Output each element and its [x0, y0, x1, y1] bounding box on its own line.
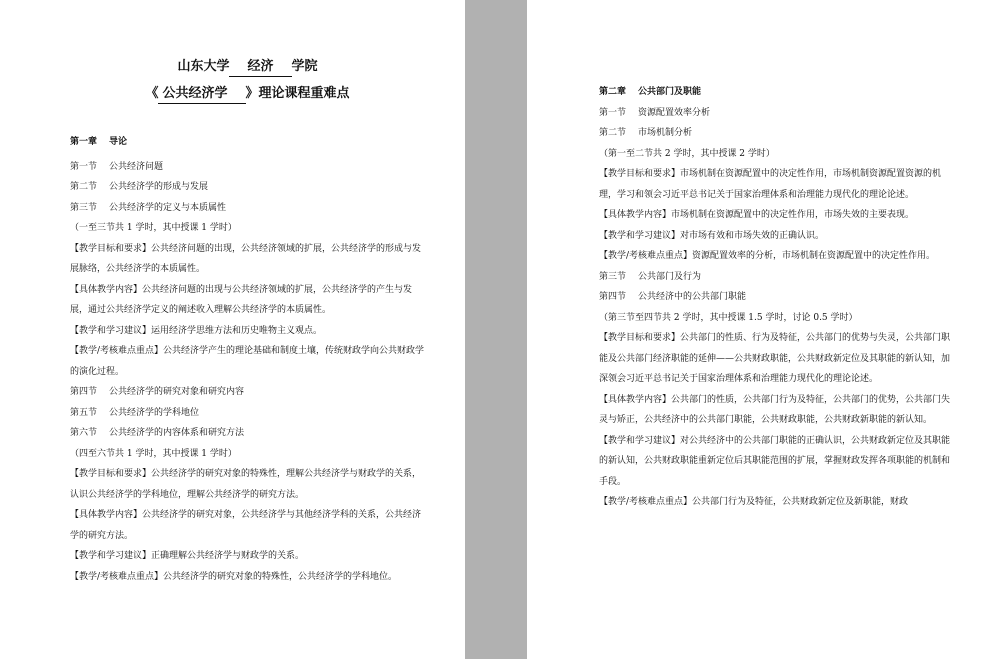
body-paragraph: 【教学和学习建议】运用经济学思维方法和历史唯物主义观点。: [70, 325, 323, 336]
body-paragraph: 【教学/考核难点重点】公共经济学产生的理论基础和制度土壤，传统财政学向公共财政学的演化过程。: [70, 346, 425, 377]
section-number: 第二节: [599, 128, 627, 138]
body-paragraph: 【具体教学内容】公共部门的性质，公共部门行为及特征，公共部门的优势，公共部门失灵与矫正，公共经济中的公共部门职能，公共财政职能，公共财政新职能的新认知。: [599, 394, 951, 425]
section-heading: [70, 157, 425, 178]
body-paragraph: 【具体教学内容】公共经济问题的出现与公共经济领域的扩展，公共经济学的产生与发展，通过公共经济学定义的阐述收入理解公共经济学的本质属性。: [70, 284, 413, 315]
chapter-heading: 第一章 导论: [70, 137, 128, 147]
section-title: 资源配置效率分析: [638, 107, 711, 118]
section-number: 第三节: [70, 202, 98, 213]
left-content: [70, 157, 425, 588]
right-content: [599, 103, 950, 513]
body-paragraph: 【教学/考核难点重点】公共经济学的研究对象的特殊性，公共经济学的学科地位。: [70, 571, 398, 582]
section-number: 第四节: [70, 387, 98, 397]
section-number: 第三节: [599, 271, 627, 282]
open-bracket: 《: [145, 86, 159, 101]
section-number: 第四节: [599, 292, 627, 302]
section-title: 市场机制分析: [638, 128, 693, 138]
section-title: 公共经济学的研究对象和研究内容: [109, 387, 245, 397]
section-heading: [70, 177, 425, 198]
section-title: 公共经济中的公共部门职能: [638, 292, 747, 302]
section-heading: [599, 267, 950, 288]
body-paragraph: 【教学和学习建议】正确理解公共经济学与财政学的关系。: [70, 551, 305, 561]
document-page-left: [0, 0, 465, 659]
section-heading: [70, 382, 425, 403]
section-heading: [70, 198, 425, 219]
body-paragraph: （四至六节共 1 学时，其中授课 1 学时）: [70, 448, 237, 459]
section-title: 公共部门及行为: [638, 271, 702, 282]
body-paragraph: （第一至二节共 2 学时，其中授课 2 学时）: [599, 148, 775, 159]
section-number: 第二节: [70, 182, 98, 192]
body-paragraph: 【教学目标和要求】市场机制在资源配置中的决定性作用，市场机制资源配置资源的机理，学习和领会习近平总书记关于国家治理体系和治理能力现代化的理论论述。: [599, 169, 942, 200]
doc-title-line2: [70, 85, 425, 104]
body-paragraph: 【具体教学内容】市场机制在资源配置中的决定性作用，市场失效的主要表现。: [599, 210, 915, 220]
body-paragraph: 【教学/考核难点重点】公共部门行为及特征，公共财政新定位及新职能，财政: [599, 497, 909, 507]
section-title: 公共经济学的形成与发展: [109, 182, 209, 192]
title-suffix: 理论课程重难点: [258, 86, 350, 101]
body-paragraph: 【教学和学习建议】对公共经济中的公共部门职能的正确认识，公共财政新定位及其职能的新认知，公共财政职能重新定位后其职能范围的扩展，掌握财政发挥各项职能的机制和手段。: [599, 435, 951, 487]
section-number: 第六节: [70, 428, 98, 438]
college-suffix: 学院: [291, 59, 318, 74]
section-heading: [70, 403, 425, 424]
section-heading: [599, 103, 950, 124]
section-title: 公共经济学的定义与本质属性: [109, 202, 227, 213]
section-number: 第一节: [599, 107, 627, 118]
section-title: 公共经济学的内容体系和研究方法: [109, 428, 245, 438]
section-title: 公共经济问题: [109, 161, 164, 172]
course-name: 公共经济学: [158, 85, 245, 104]
section-heading: [70, 423, 425, 444]
section-number: 第一节: [70, 161, 98, 172]
body-paragraph: （一至三节共 1 学时，其中授课 1 学时）: [70, 223, 237, 233]
chapter-heading: 第二章 公共部门及职能: [599, 87, 702, 97]
body-paragraph: 【教学目标和要求】公共部门的性质、行为及特征，公共部门的优势与失灵，公共部门职能及公共部门经济职能的延伸——公共财政职能，公共财政新定位及其职能的新认知，加深领会习近平总书记关于国家治理体系和治理能力现代化的理论论述。: [599, 333, 951, 384]
body-paragraph: （第三节至四节共 2 学时，其中授课 1.5 学时，讨论 0.5 学时）: [599, 312, 858, 323]
close-bracket: 》: [245, 86, 259, 101]
section-number: 第五节: [70, 407, 98, 418]
body-paragraph: 【教学/考核难点重点】资源配置效率的分析，市场机制在资源配置中的决定性作用。: [599, 251, 936, 261]
body-paragraph: 【教学目标和要求】公共经济学的研究对象的特殊性，理解公共经济学与财政学的关系，认识公共经济学的学科地位，理解公共经济学的研究方法。: [70, 469, 422, 500]
university-name: 山东大学: [177, 59, 230, 74]
body-paragraph: 【具体教学内容】公共经济学的研究对象，公共经济学与其他经济学科的关系，公共经济学的研究方法。: [70, 510, 422, 541]
body-paragraph: 【教学和学习建议】对市场有效和市场失效的正确认识。: [599, 230, 825, 241]
doc-title-line1: [70, 58, 425, 77]
section-title: 公共经济学的学科地位: [109, 407, 200, 418]
body-paragraph: 【教学目标和要求】公共经济问题的出现，公共经济领域的扩展，公共经济学的形成与发展脉络，公共经济学的本质属性。: [70, 243, 422, 274]
document-page-right: [527, 0, 988, 659]
section-heading: [599, 287, 950, 308]
section-heading: [599, 123, 950, 144]
college-name: 经济: [229, 58, 291, 77]
